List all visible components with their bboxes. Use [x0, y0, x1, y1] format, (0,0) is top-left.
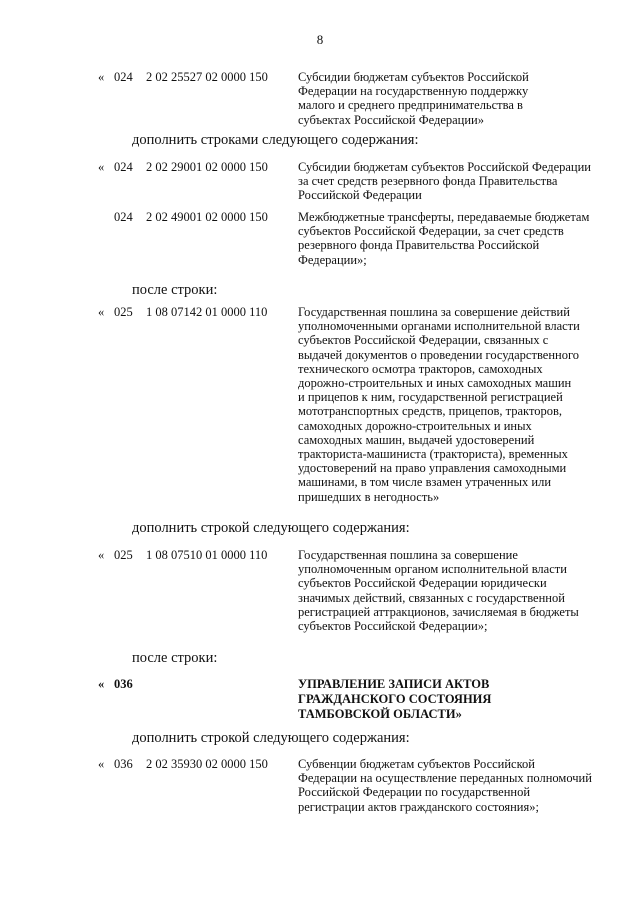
description-line: Субсидии бюджетам субъектов Российской	[298, 70, 529, 84]
row-description	[298, 757, 610, 814]
open-quote: «	[98, 677, 105, 691]
open-quote: «	[98, 160, 105, 174]
row-description	[298, 70, 610, 127]
row-description	[298, 160, 610, 203]
instruction-phrase: дополнить строкой следующего содержания:	[132, 520, 410, 536]
admin-code: 036	[114, 757, 133, 771]
description-line: Субвенции бюджетам субъектов Российской	[298, 757, 535, 771]
instruction-phrase: дополнить строкой следующего содержания:	[132, 730, 410, 746]
description-line: дорожно-строительных и иных самоходных машин	[298, 376, 572, 391]
description-line: самоходных дорожно-строительных и иных	[298, 418, 532, 433]
description-line: регистрации актов гражданского состояния»;	[298, 799, 539, 814]
description-line: резервного фонда Правительства Российской	[298, 238, 540, 253]
description-line: Российской Федерации по государственной	[298, 785, 531, 800]
description-line: машинами, в том числе взамен утраченных или	[298, 475, 552, 490]
admin-code: 036	[114, 677, 133, 691]
description-line: регистрацией аттракционов, зачисляемая в бюджеты	[298, 604, 579, 619]
row-description	[298, 210, 610, 267]
admin-code: 024	[114, 160, 133, 174]
description-line: малого и среднего предпринимательства в	[298, 98, 523, 113]
description-line: Российской Федерации	[298, 188, 422, 203]
description-line: Федерации»;	[298, 252, 367, 267]
description-line: мототранспортных средств, прицепов, тракторов,	[298, 404, 563, 419]
open-quote: «	[98, 305, 105, 319]
description-line: значимых действий, связанных с государственной	[298, 590, 565, 605]
budget-code: 2 02 29001 02 0000 150	[146, 160, 268, 174]
description-line: тракториста-машиниста (тракториста), временных	[298, 447, 568, 462]
description-line: Федерации на осуществление переданных полномочий	[298, 771, 592, 786]
instruction-phrase: после строки:	[132, 650, 218, 666]
budget-code: 2 02 25527 02 0000 150	[146, 70, 268, 84]
budget-code: 1 08 07142 01 0000 110	[146, 305, 268, 319]
description-line: Федерации на государственную поддержку	[298, 84, 529, 99]
admin-code: 024	[114, 210, 133, 224]
admin-code: 025	[114, 305, 133, 319]
row-description	[298, 548, 610, 633]
description-line: субъектов Российской Федерации»;	[298, 619, 488, 634]
description-line: пришедших в негодность»	[298, 489, 440, 504]
description-line: уполномоченными органами исполнительной власти	[298, 319, 580, 334]
budget-code: 1 08 07510 01 0000 110	[146, 548, 268, 562]
open-quote: «	[98, 548, 105, 562]
instruction-phrase: после строки:	[132, 282, 218, 298]
description-line: и прицепов к ним, государственной регистрацией	[298, 390, 563, 405]
description-line: Государственная пошлина за совершение	[298, 548, 518, 562]
description-line: выдачей документов о проведении государственного	[298, 347, 580, 362]
budget-code: 2 02 35930 02 0000 150	[146, 757, 268, 771]
description-line: субъектов Российской Федерации юридически	[298, 576, 547, 591]
description-line: за счет средств резервного фонда Правительства	[298, 174, 558, 189]
title-line: ТАМБОВСКОЙ ОБЛАСТИ»	[298, 707, 462, 721]
admin-code: 025	[114, 548, 133, 562]
open-quote: «	[98, 70, 105, 84]
row-description	[298, 305, 610, 504]
budget-code: 2 02 49001 02 0000 150	[146, 210, 268, 224]
description-line: субъектах Российской Федерации»	[298, 112, 484, 127]
description-line: Межбюджетные трансферты, передаваемые бюджетам	[298, 210, 590, 224]
description-line: самоходных машин, выдачей удостоверений	[298, 432, 535, 447]
title-line: УПРАВЛЕНИЕ ЗАПИСИ АКТОВ	[298, 677, 490, 691]
description-line: удостоверений на право управления самоходными	[298, 461, 567, 476]
description-line: технического осмотра тракторов, самоходных	[298, 361, 543, 376]
description-line: субъектов Российской Федерации, за счет средств	[298, 224, 564, 239]
open-quote: «	[98, 757, 105, 771]
section-title	[298, 677, 608, 722]
instruction-phrase: дополнить строками следующего содержания:	[132, 132, 419, 148]
description-line: уполномоченным органом исполнительной власти	[298, 562, 567, 577]
page-number: 8	[316, 32, 324, 47]
description-line: Государственная пошлина за совершение действий	[298, 305, 570, 319]
description-line: Субсидии бюджетам субъектов Российской Федерации	[298, 160, 591, 174]
description-line: субъектов Российской Федерации, связанных с	[298, 333, 549, 348]
admin-code: 024	[114, 70, 133, 84]
title-line: ГРАЖДАНСКОГО СОСТОЯНИЯ	[298, 692, 492, 706]
